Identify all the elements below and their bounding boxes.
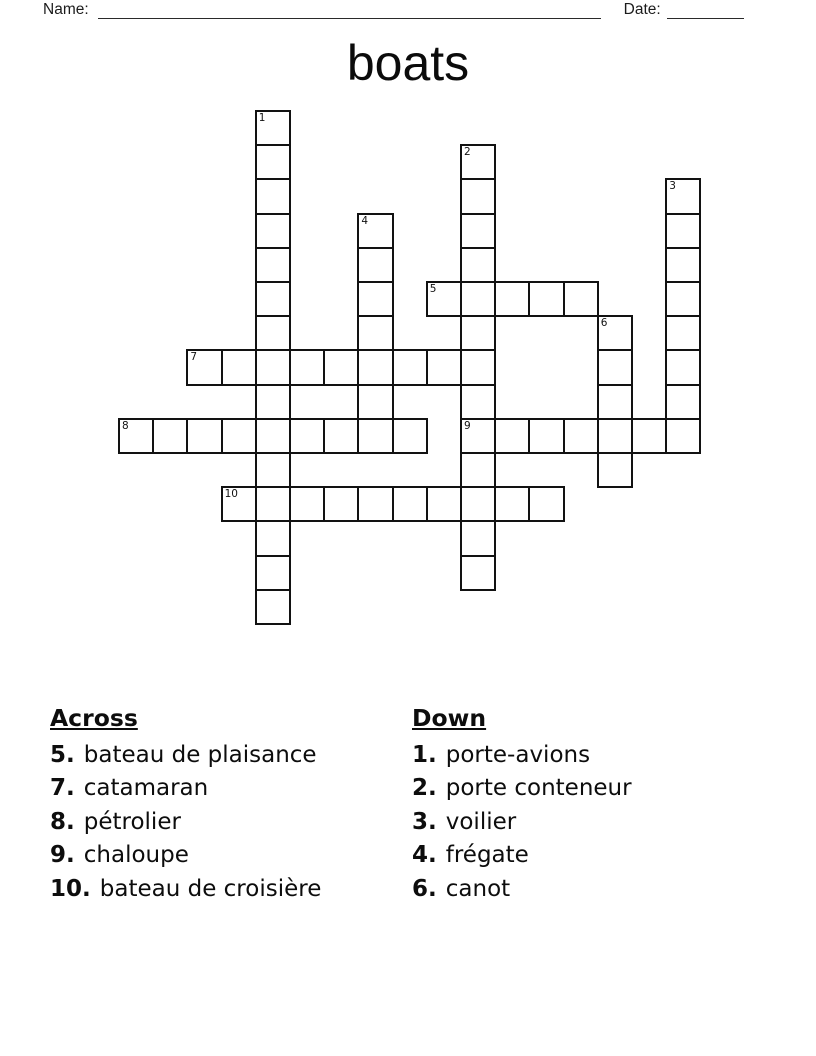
grid-cell[interactable] — [460, 418, 496, 454]
clue-item-across-9 — [50, 839, 321, 872]
cell-number: 2 — [464, 146, 471, 159]
cell-number: 6 — [600, 317, 608, 330]
grid-cell[interactable] — [357, 315, 393, 351]
clue-item-down-1 — [412, 739, 632, 772]
grid-cell[interactable] — [528, 486, 564, 522]
clue-number: 1. — [412, 742, 437, 768]
grid-cell[interactable] — [460, 452, 496, 488]
grid-cell[interactable] — [255, 247, 291, 283]
grid-cell[interactable] — [289, 349, 325, 385]
cell-number: 8 — [122, 419, 129, 432]
cell-number: 1 — [258, 112, 266, 124]
grid-cell[interactable] — [426, 486, 462, 522]
clue-number: 7. — [50, 775, 75, 802]
grid-cell[interactable] — [255, 555, 291, 591]
grid-cell[interactable] — [460, 520, 496, 556]
clue-number: 5. — [50, 742, 75, 768]
clue-text: bateau de croisière — [99, 875, 322, 902]
grid-cell[interactable] — [494, 486, 530, 522]
grid-cell[interactable] — [460, 178, 496, 214]
grid-cell[interactable] — [323, 418, 359, 454]
grid-cell[interactable] — [221, 349, 257, 385]
grid-cell[interactable] — [289, 486, 325, 522]
grid-cell[interactable] — [357, 418, 393, 454]
clue-number: 10. — [50, 875, 91, 902]
cell-number: 7 — [190, 351, 198, 364]
grid-cell[interactable] — [392, 349, 428, 385]
grid-cell[interactable] — [631, 418, 667, 454]
grid-cell[interactable] — [186, 418, 222, 454]
grid-cell[interactable] — [255, 520, 291, 556]
grid-cell[interactable] — [255, 589, 291, 625]
grid-cell[interactable] — [323, 349, 359, 385]
grid-cell[interactable] — [460, 144, 496, 180]
grid-cell[interactable] — [665, 418, 701, 454]
grid-cell[interactable] — [255, 349, 291, 385]
grid-cell[interactable] — [460, 213, 496, 249]
grid-cell[interactable] — [597, 315, 633, 351]
grid-cell[interactable] — [460, 486, 496, 522]
grid-cell[interactable] — [528, 281, 564, 317]
grid-cell[interactable] — [255, 178, 291, 214]
grid-cell[interactable] — [152, 418, 188, 454]
clue-item-across-10 — [50, 873, 321, 906]
clue-number: 4. — [412, 842, 437, 869]
date-write-line[interactable] — [667, 2, 744, 19]
clue-text: canot — [445, 875, 511, 902]
grid-cell[interactable] — [460, 247, 496, 283]
clue-text: pétrolier — [83, 808, 181, 835]
grid-cell[interactable] — [255, 281, 291, 317]
cell-number: 5 — [429, 283, 437, 295]
grid-cell[interactable] — [665, 213, 701, 249]
clue-text: porte-avions — [445, 742, 591, 768]
worksheet-header — [43, 1, 744, 19]
grid-cell[interactable] — [255, 486, 291, 522]
clue-number: 2. — [412, 775, 437, 802]
clue-text: chaloupe — [83, 842, 189, 869]
grid-cell[interactable] — [118, 418, 154, 454]
grid-cell[interactable] — [255, 213, 291, 249]
grid-cell[interactable] — [357, 213, 393, 249]
clue-number: 6. — [412, 875, 437, 902]
clue-text: porte conteneur — [445, 775, 632, 802]
grid-cell[interactable] — [357, 281, 393, 317]
grid-cell[interactable] — [460, 281, 496, 317]
grid-cell[interactable] — [665, 247, 701, 283]
grid-cell[interactable] — [665, 315, 701, 351]
down-clues-column — [412, 703, 632, 906]
grid-cell[interactable] — [289, 418, 325, 454]
grid-cell[interactable] — [528, 418, 564, 454]
grid-cell[interactable] — [255, 384, 291, 420]
grid-cell[interactable] — [392, 486, 428, 522]
grid-cell[interactable] — [665, 349, 701, 385]
grid-cell[interactable] — [255, 418, 291, 454]
down-heading: Down — [412, 704, 487, 732]
grid-cell[interactable] — [460, 384, 496, 420]
grid-cell[interactable] — [665, 384, 701, 420]
clue-item-across-8 — [50, 806, 321, 839]
clue-text: bateau de plaisance — [83, 742, 317, 768]
grid-cell[interactable] — [357, 247, 393, 283]
grid-cell[interactable] — [426, 349, 462, 385]
grid-cell[interactable] — [357, 349, 393, 385]
clue-number: 3. — [412, 808, 437, 835]
clue-item-down-6 — [412, 873, 632, 906]
grid-cell[interactable] — [255, 144, 291, 180]
clue-number: 8. — [50, 808, 75, 835]
grid-cell[interactable] — [323, 486, 359, 522]
grid-cell[interactable] — [426, 281, 462, 317]
cell-number: 9 — [464, 419, 471, 432]
across-clue-list — [50, 739, 321, 906]
grid-cell[interactable] — [186, 349, 222, 385]
grid-cell[interactable] — [665, 281, 701, 317]
clue-item-across-7 — [50, 772, 321, 805]
grid-cell[interactable] — [255, 315, 291, 351]
puzzle-title: boats — [346, 35, 470, 91]
grid-cell[interactable] — [392, 418, 428, 454]
clue-text: frégate — [445, 842, 529, 869]
across-heading: Across — [50, 704, 138, 732]
across-clues-column — [50, 703, 321, 906]
grid-cell[interactable] — [255, 110, 291, 146]
grid-cell[interactable] — [357, 486, 393, 522]
grid-cell[interactable] — [255, 452, 291, 488]
name-label: Name: — [43, 1, 89, 18]
grid-cell[interactable] — [460, 555, 496, 591]
cell-number: 10 — [224, 488, 238, 501]
grid-cell[interactable] — [665, 178, 701, 214]
clue-item-down-4 — [412, 839, 632, 872]
cell-number: 3 — [669, 180, 676, 193]
clue-item-down-2 — [412, 772, 632, 805]
grid-cell[interactable] — [494, 281, 530, 317]
grid-cell[interactable] — [460, 349, 496, 385]
clue-number: 9. — [50, 842, 75, 869]
cell-number: 4 — [361, 214, 369, 227]
clue-text: catamaran — [83, 775, 209, 802]
grid-cell[interactable] — [221, 418, 257, 454]
grid-cell[interactable] — [221, 486, 257, 522]
clue-item-across-5 — [50, 739, 321, 772]
crossword-grid — [118, 110, 701, 625]
grid-cell[interactable] — [494, 418, 530, 454]
grid-cell[interactable] — [597, 418, 633, 454]
grid-cell[interactable] — [597, 452, 633, 488]
down-clue-list — [412, 739, 632, 906]
grid-cell[interactable] — [357, 384, 393, 420]
grid-cell[interactable] — [563, 418, 599, 454]
grid-cell[interactable] — [460, 315, 496, 351]
grid-cell[interactable] — [563, 281, 599, 317]
date-label: Date: — [623, 1, 661, 18]
name-write-line[interactable] — [98, 2, 601, 19]
clue-text: voilier — [445, 808, 517, 835]
grid-cell[interactable] — [597, 384, 633, 420]
grid-cell[interactable] — [597, 349, 633, 385]
clue-item-down-3 — [412, 806, 632, 839]
